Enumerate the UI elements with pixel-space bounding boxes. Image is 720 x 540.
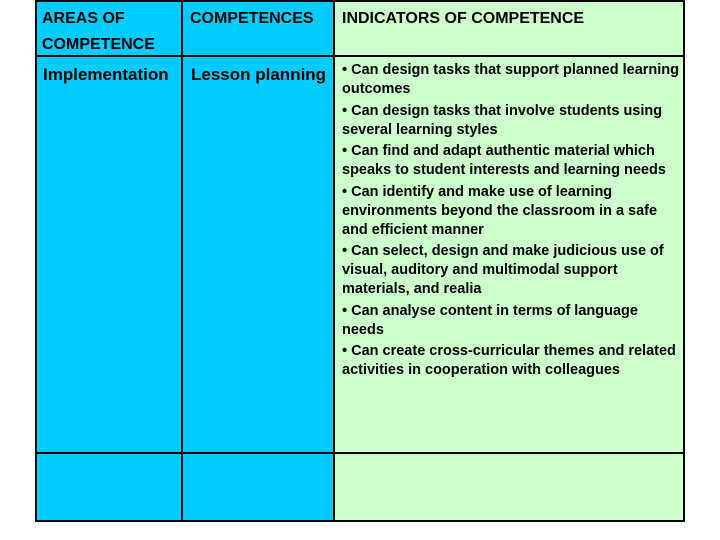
competence-table bbox=[35, 0, 685, 522]
indicator-item: • Can find and adapt authentic material which speaks to student interests and learning needs bbox=[342, 143, 666, 178]
indicators-cell bbox=[333, 57, 683, 454]
header-areas: AREAS OF COMPETENCE bbox=[37, 2, 181, 57]
empty-area-cell bbox=[37, 454, 181, 520]
indicator-list bbox=[335, 57, 683, 380]
competence-cell: Lesson planning bbox=[181, 57, 333, 454]
empty-indicators-cell bbox=[333, 454, 683, 520]
header-competences: COMPETENCES bbox=[181, 2, 333, 57]
area-cell: Implementation bbox=[37, 57, 181, 454]
indicator-item: • Can create cross-curricular themes and related activities in cooperation with colleagues bbox=[342, 343, 676, 378]
indicator-item: • Can select, design and make judicious use of visual, auditory and multimodal support materials, and realia bbox=[342, 243, 664, 297]
header-indicators: INDICATORS OF COMPETENCE bbox=[333, 2, 683, 57]
indicator-item: • Can identify and make use of learning environments beyond the classroom in a safe and efficient manner bbox=[342, 183, 658, 238]
indicator-item: • Can analyse content in terms of language needs bbox=[342, 302, 638, 338]
empty-competence-cell bbox=[181, 454, 333, 520]
indicator-item: • Can design tasks that involve students using several learning styles bbox=[342, 102, 663, 138]
indicator-item: • Can design tasks that support planned learning outcomes bbox=[342, 62, 680, 97]
